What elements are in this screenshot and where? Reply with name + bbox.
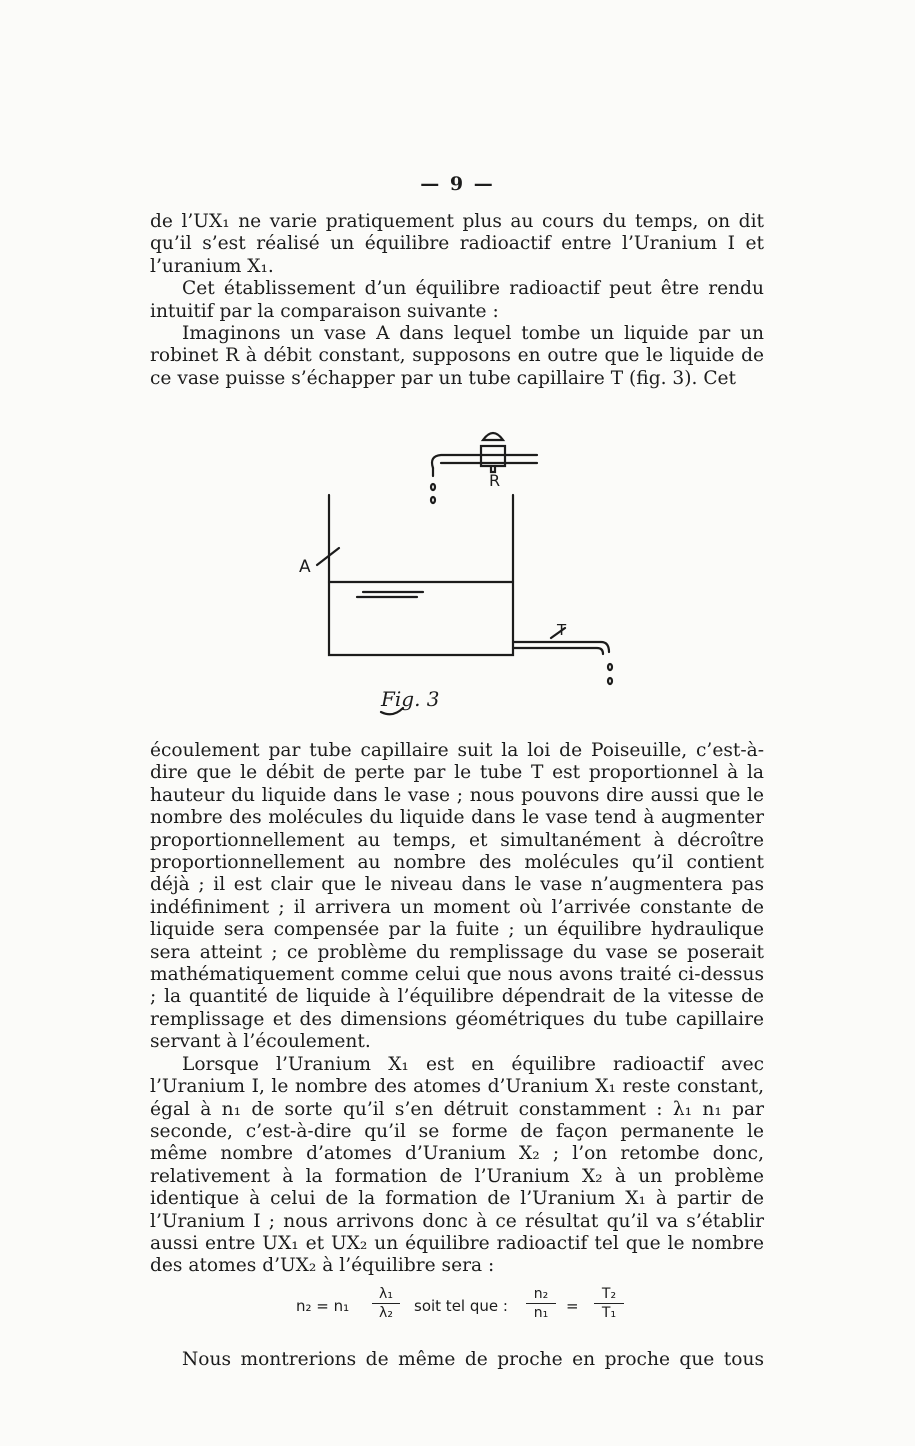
text-block-top	[150, 211, 764, 390]
fraction-lambda: λ₁ λ₂	[372, 1285, 400, 1322]
vase-diagram	[295, 420, 625, 730]
vase-outline	[329, 495, 513, 655]
figure-vase-diagram	[295, 420, 625, 730]
paragraph: de l’UX₁ ne varie pratiquement plus au cours du temps, on dit qu’il s’est réalisé un équilibre radioactif entre l’Uranium I et l’uranium X₁.	[150, 211, 764, 277]
final-line: Nous montrerions de même de proche en proche que tous	[182, 1349, 764, 1370]
text-block-bottom	[150, 740, 764, 1278]
valve-handle	[483, 433, 503, 440]
paragraph: écoulement par tube capillaire suit la loi de Poiseuille, c’est-à-dire que le débit de perte par le tube T est proportionnel à la hauteur du liquide dans le vase ; nous pouvons dire aussi que le nombre des molécules du liquide dans le vase tend à augmenter proportionnellement au temps, et simultanément à décroître proportionnellement au nombre des molécules qu’il contient déjà ; il est clair que le niveau dans le vase n’augmentera pas indéfiniment ; il arrivera un moment où l’arrivée constante de liquide sera compensée par la fuite ; un équilibre hydraulique sera atteint ; ce problème du remplissage du vase se poserait mathématiquement comme celui que nous avons traité ci-dessus ; la quantité de liquide à l’équilibre dépendrait de la vitesse de remplissage et des dimensions géométriques du tube capillaire servant à l’écoulement.	[150, 740, 764, 1053]
label-T: T	[557, 621, 567, 639]
paragraph: Cet établissement d’un équilibre radioactif peut être rendu intuitif par la comparaison suivante :	[150, 278, 764, 322]
fraction-T: T₂ T₁	[594, 1285, 624, 1322]
paragraph: Lorsque l’Uranium X₁ est en équilibre radioactif avec l’Uranium I, le nombre des atomes d’Uranium X₁ reste constant, égal à n₁ de sorte qu’il s’en détruit constamment : λ₁ n₁ par seconde, c’est-à-dire qu’il se forme de façon permanente le même nombre d’atomes d’Uranium X₂ ; l’on retombe donc, relativement à la formation de l’Uranium X₂ à un problème identique à celui de la formation de l’Uranium X₁ à partir de l’Uranium I ; nous arrivons donc à ce résultat qu’il va s’établir aussi entre UX₁ et UX₂ un équilibre radioactif tel que le nombre des atomes d’UX₂ à l’équilibre sera :	[150, 1053, 764, 1277]
page-number: — 9 —	[420, 173, 495, 195]
fraction-n: n₂ n₁	[526, 1285, 556, 1322]
paragraph: Imaginons un vase A dans lequel tombe un liquide par un robinet R à débit constant, supposons en outre que le liquide de ce vase puisse s’échapper par un tube capillaire T (fig. 3). Cet	[150, 323, 764, 389]
label-R: R	[489, 471, 501, 490]
formula-lhs: n₂ = n₁	[296, 1297, 350, 1315]
figure-caption: Fig. 3	[381, 687, 440, 711]
label-A: A	[299, 557, 311, 577]
formula-middle: soit tel que :	[414, 1297, 508, 1315]
formula-equals: =	[566, 1297, 579, 1315]
